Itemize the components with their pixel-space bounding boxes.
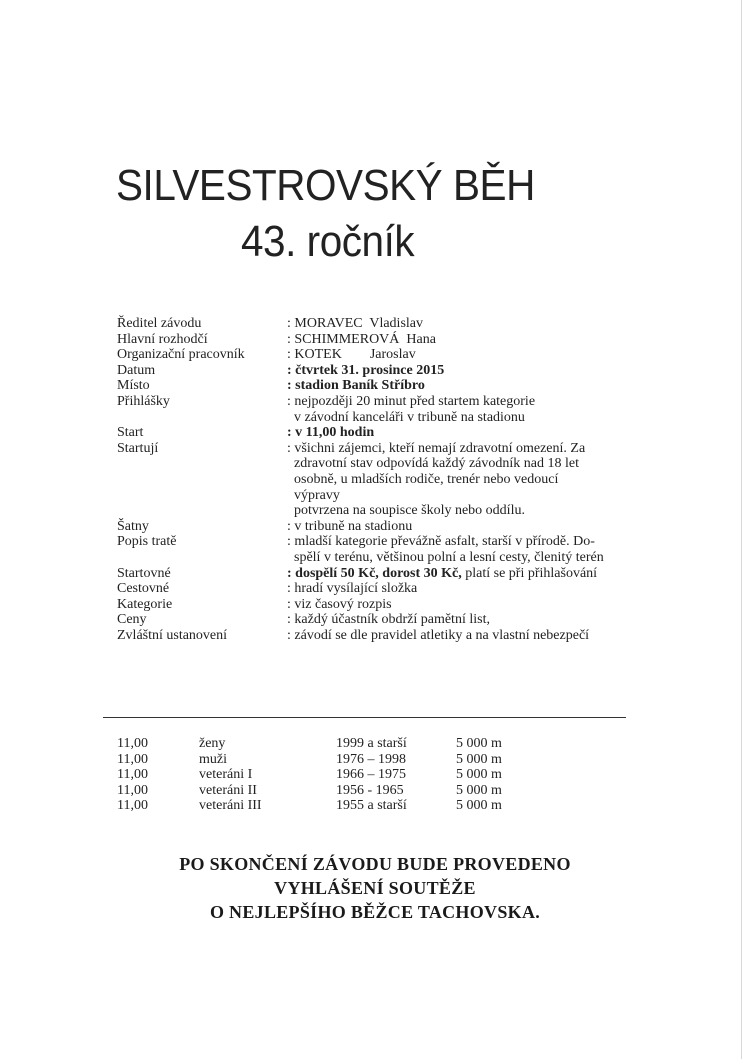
footer-line: O NEJLEPŠÍHO BĚŽCE TACHOVSKA. <box>209 902 541 922</box>
schedule-category: ženy <box>199 736 226 751</box>
info-value <box>287 363 627 379</box>
page-subtitle: 43. ročník <box>241 217 415 266</box>
info-label: Startovné <box>117 565 171 581</box>
info-label: Místo <box>117 378 150 394</box>
info-label: Kategorie <box>117 596 173 612</box>
info-value <box>287 316 627 332</box>
bold-part: : dospělí 50 Kč, dorost 30 Kč, <box>287 565 462 581</box>
separator-line <box>103 717 626 718</box>
info-row <box>117 628 627 644</box>
info-row <box>117 612 627 628</box>
schedule-time: 11,00 <box>117 798 148 814</box>
info-label: Zvláštní ustanovení <box>117 627 228 643</box>
schedule-time: 11,00 <box>117 736 148 751</box>
schedule-row <box>117 798 536 814</box>
info-value-line: : mladší kategorie převážně asfalt, starší v přírodě. Do- <box>287 534 595 550</box>
info-label: Šatny <box>117 518 149 534</box>
info-row <box>117 425 627 441</box>
info-value <box>287 519 627 535</box>
page-title: SILVESTROVSKÝ BĚH <box>116 161 535 210</box>
info-value <box>287 612 627 628</box>
info-value-line: : stadion Baník Stříbro <box>287 378 425 394</box>
info-row <box>117 441 627 519</box>
info-value-line: : závodí se dle pravidel atletiky a na vlastní nebezpečí <box>287 627 590 643</box>
info-value <box>287 378 627 394</box>
info-label: Datum <box>117 362 156 378</box>
info-value-line: : MORAVEC Vladislav <box>287 316 423 331</box>
normal-part: platí se při přihlašování <box>461 565 598 581</box>
info-label: Startují <box>117 440 159 456</box>
info-value-line: spělí v terénu, většinou polní a lesní cesty, členitý terén <box>287 549 604 565</box>
info-value <box>287 332 627 348</box>
info-value <box>287 581 627 597</box>
info-value <box>287 441 627 519</box>
info-value <box>287 628 627 644</box>
info-row <box>117 378 627 394</box>
info-value-line: : v tribuně na stadionu <box>287 518 413 534</box>
schedule-years: 1976 – 1998 <box>336 751 406 767</box>
schedule-distance: 5 000 m <box>456 798 502 814</box>
footer-announcement <box>110 852 640 924</box>
info-row <box>117 534 627 565</box>
info-value-line: : viz časový rozpis <box>287 596 392 612</box>
info-value <box>287 425 627 441</box>
info-value <box>287 597 627 613</box>
info-value-line: výpravy <box>287 487 340 503</box>
schedule-row <box>117 783 536 799</box>
info-row <box>117 363 627 379</box>
info-row <box>117 332 627 348</box>
info-value-line: potvrzena na soupisce školy nebo oddílu. <box>287 503 525 519</box>
info-row <box>117 566 627 582</box>
schedule-years: 1955 a starší <box>336 798 407 814</box>
info-value-line: : KOTEK Jaroslav <box>287 347 416 363</box>
info-value-line-formatted <box>287 566 627 582</box>
info-row <box>117 394 627 425</box>
info-value-line: v závodní kanceláři v tribuně na stadionu <box>287 409 525 425</box>
schedule-row <box>117 736 536 752</box>
info-value-line: : SCHIMMEROVÁ Hana <box>287 331 436 347</box>
info-row <box>117 347 627 363</box>
info-value <box>287 347 627 363</box>
info-value-line: : všichni zájemci, kteří nemají zdravotní omezení. Za <box>287 440 586 456</box>
info-label: Ředitel závodu <box>117 316 202 331</box>
schedule-row <box>117 752 536 768</box>
info-value-line: : každý účastník obdrží pamětní list, <box>287 612 490 628</box>
info-label: Start <box>117 425 144 441</box>
schedule-category: veteráni III <box>199 798 262 814</box>
info-row <box>117 581 627 597</box>
info-value <box>287 394 627 425</box>
schedule-time: 11,00 <box>117 782 148 798</box>
info-row <box>117 316 627 332</box>
schedule-table <box>117 736 536 814</box>
schedule-distance: 5 000 m <box>456 782 502 798</box>
schedule-distance: 5 000 m <box>456 736 502 751</box>
info-label: Hlavní rozhodčí <box>117 331 208 347</box>
info-label: Ceny <box>117 612 147 628</box>
info-label: Popis tratě <box>117 534 177 550</box>
schedule-time: 11,00 <box>117 751 148 767</box>
info-label: Organizační pracovník <box>117 347 245 363</box>
page-edge-line <box>741 0 742 1059</box>
info-value <box>287 534 627 565</box>
schedule-years: 1999 a starší <box>336 736 407 751</box>
race-info-list <box>117 316 627 643</box>
schedule-distance: 5 000 m <box>456 751 502 767</box>
info-value-line: : hradí vysílající složka <box>287 581 418 597</box>
schedule-time: 11,00 <box>117 767 148 783</box>
info-row <box>117 519 627 535</box>
info-value-line: : v 11,00 hodin <box>287 425 375 441</box>
schedule-distance: 5 000 m <box>456 767 502 783</box>
info-value-line: zdravotní stav odpovídá každý závodník nad 18 let <box>287 456 579 472</box>
info-label: Přihlášky <box>117 393 170 409</box>
info-value-line: : nejpozději 20 minut před startem kategorie <box>287 393 536 409</box>
info-label: Cestovné <box>117 581 170 597</box>
schedule-row <box>117 767 536 783</box>
info-value <box>287 566 627 582</box>
schedule-years: 1966 – 1975 <box>336 767 406 783</box>
info-row <box>117 597 627 613</box>
schedule-years: 1956 - 1965 <box>336 782 404 798</box>
footer-line: VYHLÁŠENÍ SOUTĚŽE <box>274 878 476 898</box>
schedule-category: muži <box>199 751 227 767</box>
schedule-category: veteráni II <box>199 782 257 798</box>
info-value-line: : čtvrtek 31. prosince 2015 <box>287 362 445 378</box>
footer-line: PO SKONČENÍ ZÁVODU BUDE PROVEDENO <box>179 854 571 874</box>
schedule-category: veteráni I <box>199 767 253 783</box>
info-value-line: osobně, u mladších rodiče, trenér nebo vedoucí <box>287 471 559 487</box>
